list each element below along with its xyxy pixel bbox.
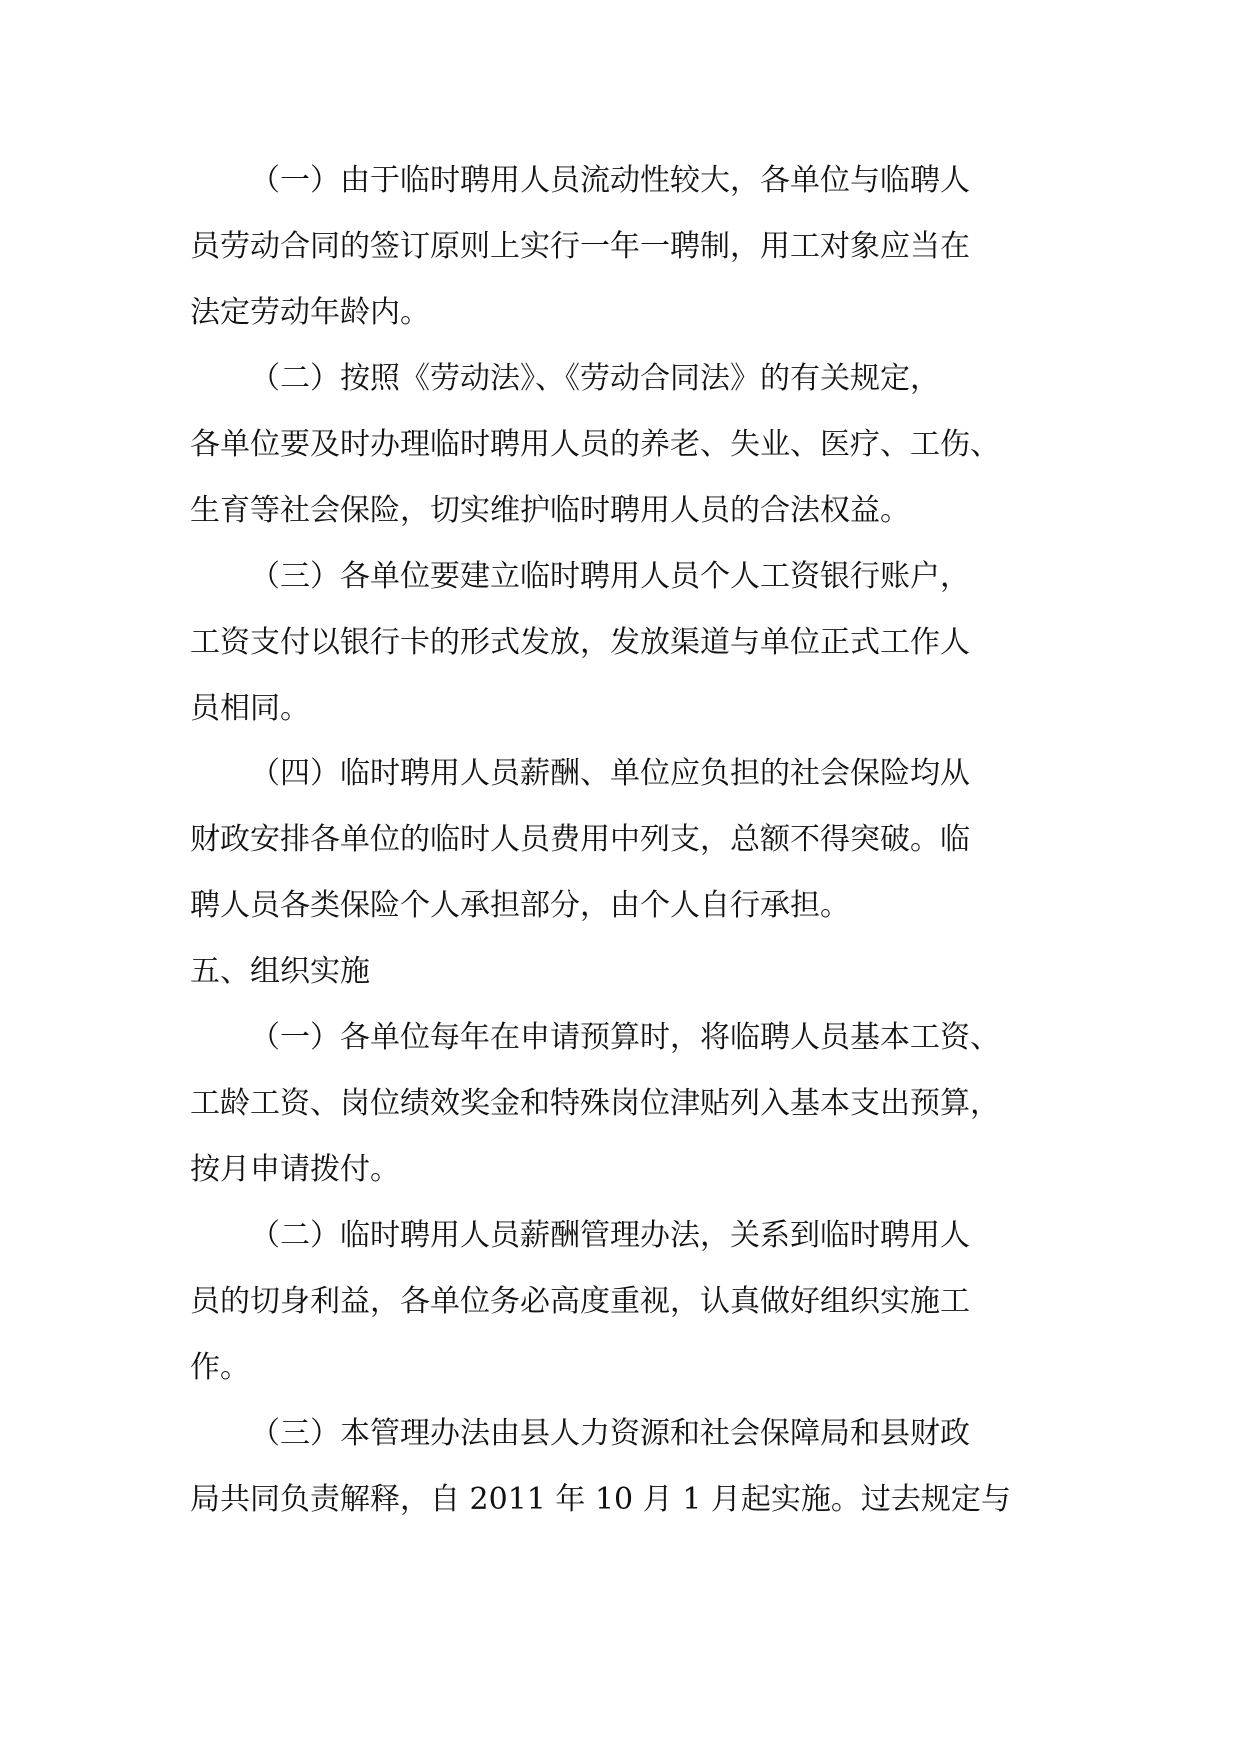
text-line: （四）临时聘用人员薪酬、单位应负担的社会保险均从 (250, 756, 970, 791)
text-line: （一）各单位每年在申请预算时，将临聘人员基本工资、 (250, 1020, 1000, 1055)
text-line: 法定劳动年龄内。 (190, 295, 430, 330)
text-line: 局共同负责解释，自 2011 年 10 月 1 月起实施。过去规定与 (190, 1482, 1011, 1517)
section-heading: 五、组织实施 (190, 954, 370, 989)
text-line: 各单位要及时办理临时聘用人员的养老、失业、医疗、工伤、 (190, 427, 1000, 462)
text-line: （二）临时聘用人员薪酬管理办法，关系到临时聘用人 (250, 1218, 970, 1253)
text-line: （一）由于临时聘用人员流动性较大，各单位与临聘人 (250, 163, 970, 198)
text-line: 按月申请拨付。 (190, 1152, 400, 1187)
text-line: （三）本管理办法由县人力资源和社会保障局和县财政 (250, 1416, 970, 1451)
text-line: 作。 (190, 1350, 250, 1385)
text-line: 员劳动合同的签订原则上实行一年一聘制，用工对象应当在 (190, 229, 970, 264)
text-line: 工龄工资、岗位绩效奖金和特殊岗位津贴列入基本支出预算， (190, 1086, 1000, 1121)
text-line: 员相同。 (190, 691, 310, 726)
text-line: （三）各单位要建立临时聘用人员个人工资银行账户， (250, 559, 970, 594)
text-line: 生育等社会保险，切实维护临时聘用人员的合法权益。 (190, 493, 910, 528)
text-line: 聘人员各类保险个人承担部分，由个人自行承担。 (190, 888, 850, 923)
text-line: 员的切身利益，各单位务必高度重视，认真做好组织实施工 (190, 1284, 970, 1319)
text-line: （二）按照《劳动法》、《劳动合同法》的有关规定， (250, 361, 940, 396)
text-line: 财政安排各单位的临时人员费用中列支，总额不得突破。临 (190, 822, 970, 857)
text-line: 工资支付以银行卡的形式发放，发放渠道与单位正式工作人 (190, 625, 970, 660)
